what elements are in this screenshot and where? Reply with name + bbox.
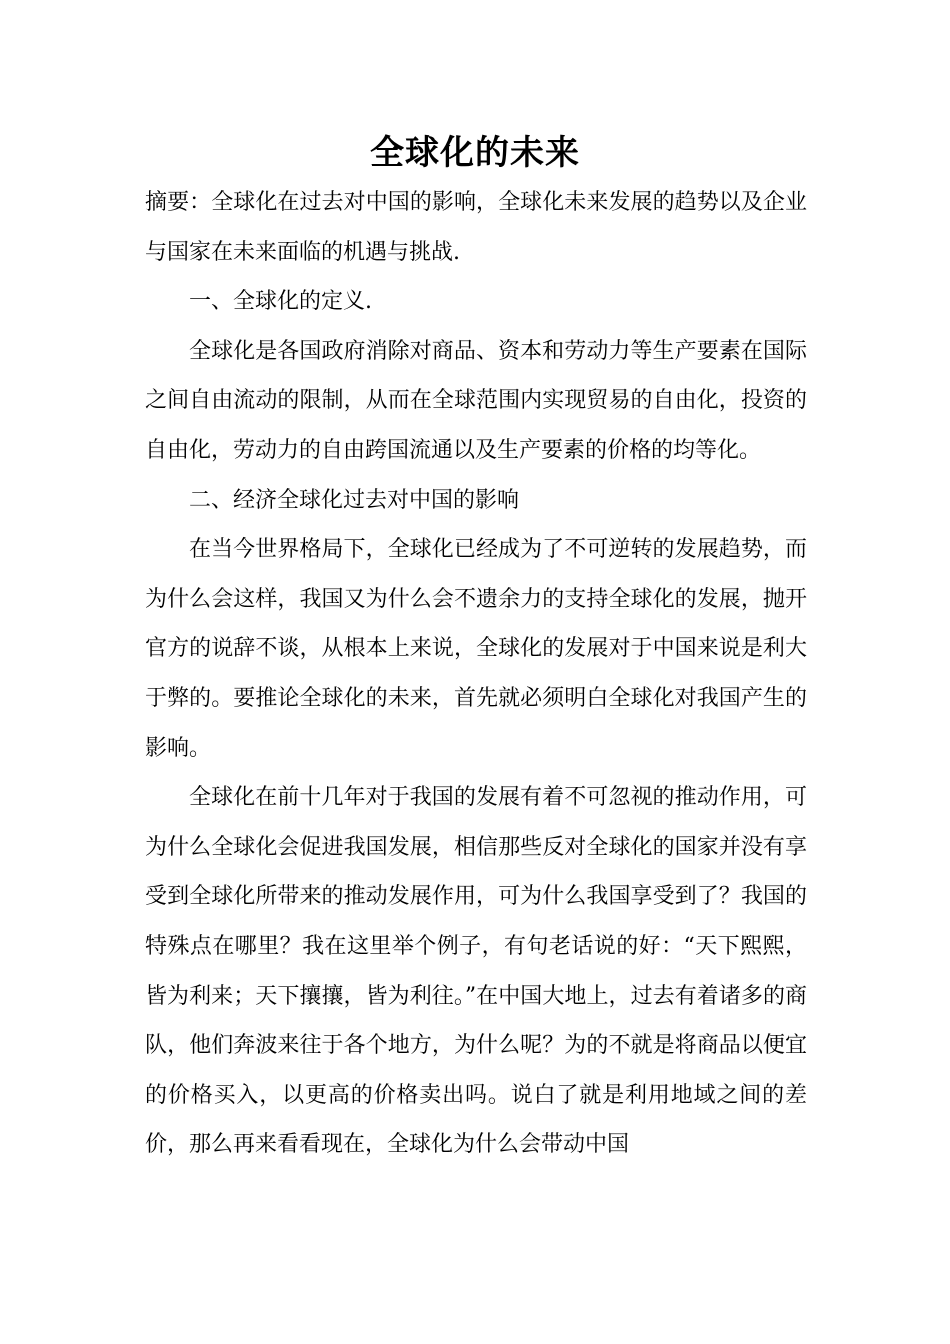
abstract-text: 全球化在过去对中国的影响，全球化未来发展的趋势以及企业与国家在未来面临的机遇与挑战. [145,190,807,265]
section-1-heading: 一、全球化的定义. [189,289,372,315]
abstract-label: 摘要： [145,190,212,215]
section-2-paragraph-1: 在当今世界格局下，全球化已经成为了不可逆转的发展趋势，而为什么会这样，我国又为什么会不遗余力的支持全球化的发展，抛开官方的说辞不谈，从根本上来说，全球化的发展对于中国来说是利大于弊的。要推论全球化的未来，首先就必须明白全球化对我国产生的影响。 [145,537,807,761]
document-body [145,178,807,1170]
section-1-paragraph: 全球化是各国政府消除对商品、资本和劳动力等生产要素在国际之间自由流动的限制，从而在全球范围内实现贸易的自由化，投资的自由化，劳动力的自由跨国流通以及生产要素的价格的均等化。 [145,338,807,463]
document-title: 全球化的未来 [370,133,580,173]
section-2-heading: 二、经济全球化过去对中国的影响 [189,487,520,513]
abstract-paragraph [145,178,807,277]
section-2-paragraph-2: 全球化在前十几年对于我国的发展有着不可忽视的推动作用，可为什么全球化会促进我国发展，相信那些反对全球化的国家并没有享受到全球化所带来的推动发展作用，可为什么我国享受到了？我国的特殊点在哪里？我在这里举个例子，有句老话说的好：“天下熙熙，皆为利来；天下攘攘，皆为利往。”在中国大地上，过去有着诸多的商队，他们奔波来往于各个地方，为什么呢？为的不就是将商品以便宜的价格买入，以更高的价格卖出吗。说白了就是利用地域之间的差价，那么再来看看现在，全球化为什么会带动中国 [145,785,807,1158]
